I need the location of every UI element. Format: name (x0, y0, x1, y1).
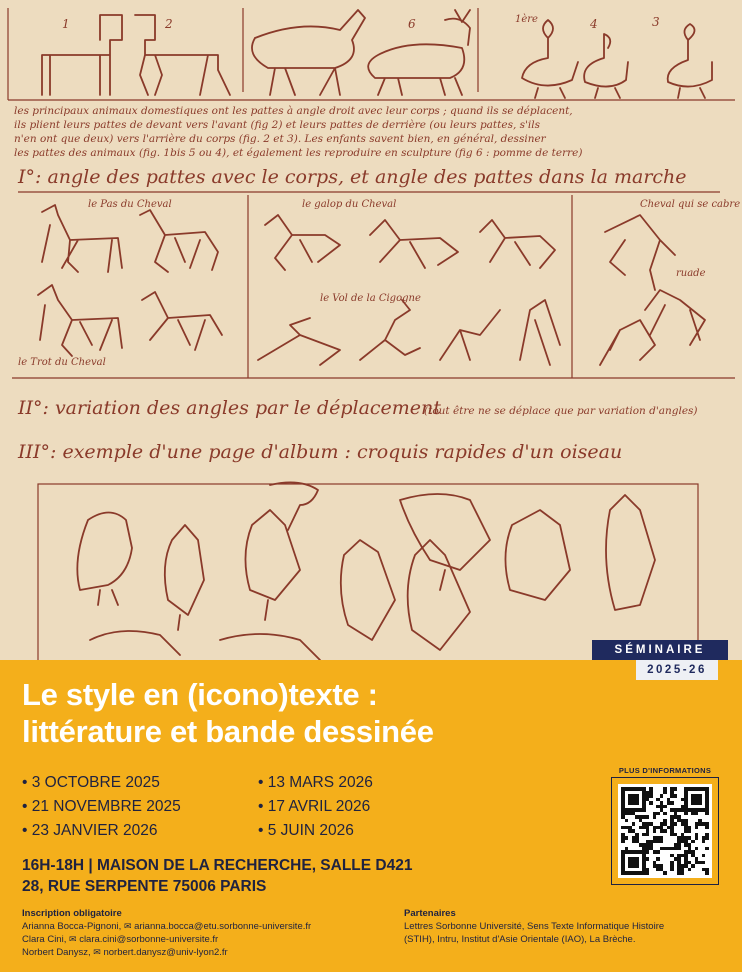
heading-3: III°: exemple d'une page d'album : croquis rapides d'un oiseau (18, 441, 623, 463)
fig-number-6: 6 (408, 17, 416, 31)
text-line-3: n'en ont que deux) vers l'arrière du corps (fig. 2 et 3). Les enfants savent bien, en général, dessiner (14, 133, 546, 145)
label-cheval-cabre: Cheval qui se cabre (640, 199, 741, 210)
fig-number-2: 2 (165, 17, 173, 31)
venue-address: 28, RUE SERPENTE 75006 PARIS (22, 878, 267, 895)
qr-code-frame[interactable] (611, 777, 719, 885)
envelope-icon: ✉ (69, 934, 77, 944)
fig-number-1bis: 1ère (515, 14, 538, 25)
venue-time-room: 16H-18H | MAISON DE LA RECHERCHE, SALLE D421 (22, 857, 413, 874)
label-trot-du-cheval: le Trot du Cheval (18, 357, 106, 368)
inscription-block (22, 907, 311, 959)
date-item: • 5 JUIN 2026 (258, 819, 373, 843)
contact-name: Norbert Danysz, (22, 947, 91, 958)
label-ruade: ruade (676, 268, 706, 279)
date-item: • 21 NOVEMBRE 2025 (22, 795, 181, 819)
qr-code[interactable] (618, 784, 712, 878)
label-pas-du-cheval: le Pas du Cheval (88, 199, 172, 210)
contact-name: Arianna Bocca-Pignoni, (22, 921, 122, 932)
dates-list-left (22, 771, 181, 843)
seminar-title (22, 676, 602, 750)
contact-name: Clara Cini, (22, 934, 67, 945)
partners-text: Lettres Sorbonne Université, Sens Texte Informatique Histoire (STIH), Intru, Institut d'Asie Orientale (IAO), La Brèche. (404, 921, 665, 945)
contact-email[interactable]: arianna.bocca@etu.sorbonne-universite.fr (134, 921, 312, 932)
title-line-2: littérature et bande dessinée (22, 714, 434, 749)
label-galop-du-cheval: le galop du Cheval (302, 199, 397, 210)
fig-number-4: 4 (590, 17, 598, 31)
date-item: • 17 AVRIL 2026 (258, 795, 373, 819)
label-vol-cigogne: le Vol de la Cigogne (320, 293, 421, 304)
venue-info (22, 855, 412, 897)
contact-email[interactable]: norbert.danysz@univ-lyon2.fr (103, 947, 228, 958)
date-item: • 3 OCTOBRE 2025 (22, 771, 181, 795)
partners-heading: Partenaires (404, 908, 456, 919)
heading-2-note: (tout être ne se déplace que par variation d'angles) (424, 405, 698, 417)
envelope-icon: ✉ (123, 921, 132, 931)
heading-1: I°: angle des pattes avec le corps, et angle des pattes dans la marche (18, 166, 687, 188)
more-info-label: PLUS D'INFORMATIONS (618, 766, 712, 775)
date-item: • 13 MARS 2026 (258, 771, 373, 795)
heading-2: II°: variation des angles par le déplacement (18, 397, 441, 419)
title-line-1: Le style en (icono)texte : (22, 677, 378, 712)
inscription-heading: Inscription obligatoire (22, 908, 122, 919)
contact-email[interactable]: clara.cini@sorbonne-universite.fr (79, 934, 219, 945)
fig-number-1: 1 (62, 17, 70, 31)
contact-row (22, 946, 311, 959)
contact-row (22, 933, 311, 946)
text-line-1: les principaux animaux domestiques ont les pattes à angle droit avec leur corps ; quand ils se déplacent, (14, 105, 573, 117)
text-line-2: ils plient leurs pattes de devant vers l'avant (fig 2) et leurs pattes de derrière (ou leurs pattes, s'ils (14, 119, 541, 131)
contact-row (22, 920, 311, 933)
date-item: • 23 JANVIER 2026 (22, 819, 181, 843)
seminar-badge: SÉMINAIRE (592, 640, 728, 660)
dates-list-right (258, 771, 373, 843)
text-line-4: les pattes des animaux (fig. 1bis 5 ou 4), et également les reproduire en sculpture (fig 6 : pomme de terre) (14, 147, 583, 159)
envelope-icon: ✉ (93, 947, 101, 957)
year-badge: 2025-26 (636, 660, 718, 680)
fig-number-3: 3 (652, 15, 660, 29)
partners-block (404, 907, 684, 946)
